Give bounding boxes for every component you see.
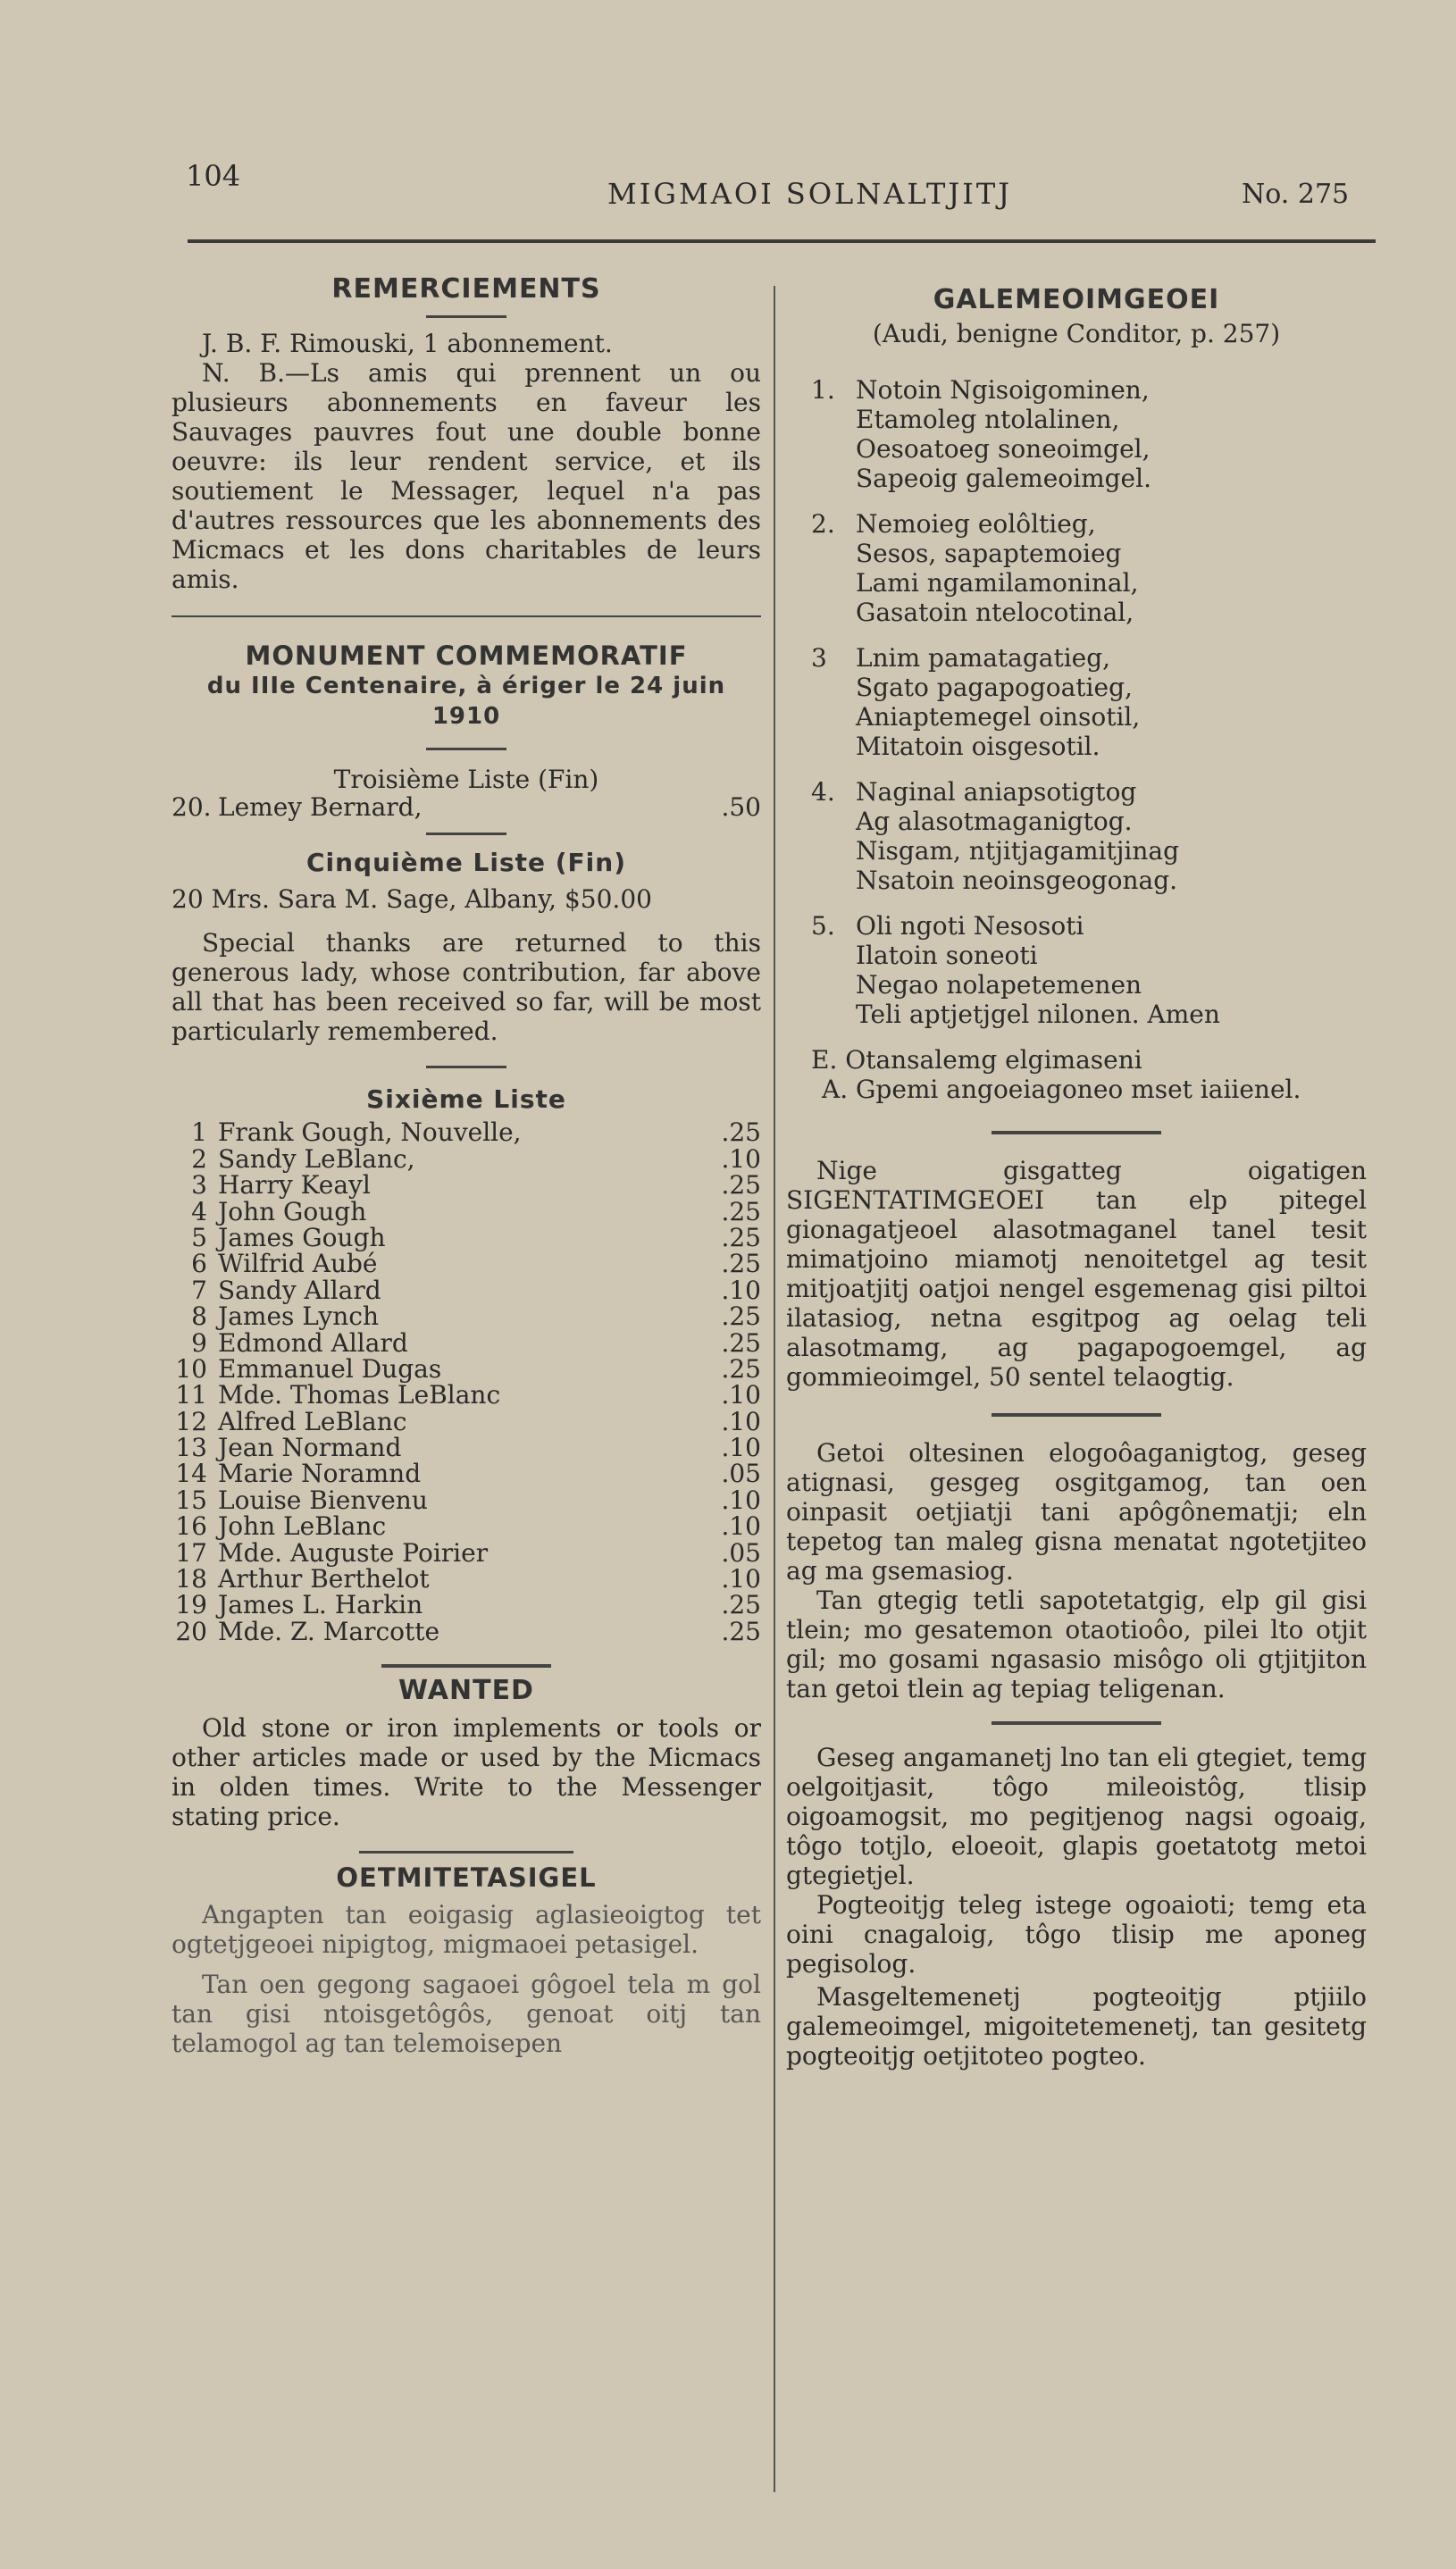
entry-name: Sandy LeBlanc, — [218, 1143, 415, 1174]
divider — [359, 1851, 573, 1854]
stanza-line: Sgato pagapogoatieg, — [856, 673, 1133, 702]
entry-number: 12 — [175, 1406, 207, 1436]
hymn-stanza — [811, 375, 1367, 493]
list-item — [172, 1406, 761, 1436]
hymn-stanza — [811, 509, 1367, 627]
response: A. Gpemi angoeiagoneo mset iaiienel. — [822, 1075, 1301, 1104]
thanks-paragraph: Special thanks are returned to this generous lady, whose contribution, far above all that has been received so far, will be most particularly remembered. — [172, 928, 761, 1047]
stanza-line: Lami ngamilamoninal, — [856, 568, 1139, 598]
subscription-line: J. B. F. Rimouski, 1 abonnement. — [202, 329, 613, 358]
versicle: E. Otansalemg elgimaseni — [811, 1045, 1142, 1075]
stanza-line: Ilatoin soneoti — [856, 941, 1038, 970]
stanza-line: Etamoleg ntolalinen, — [856, 405, 1120, 434]
stanza-line: Aniaptemegel oinsotil, — [856, 702, 1141, 732]
entry-name: Arthur Berthelot — [218, 1564, 430, 1594]
right-paragraph-4: Geseg angamanetj lno tan eli gtegiet, temg oelgoitjasit, tôgo mileoistôg, tlisip oigoamogsit, mo pegitjenog nagsi ogoaig, tôgo totjlo, eloeoit, glapis goetatotg metoi gtegietjel. — [786, 1743, 1367, 1890]
entry-number: 14 — [175, 1459, 207, 1489]
divider — [426, 1066, 506, 1068]
list-item — [172, 1459, 761, 1489]
divider — [426, 315, 506, 318]
stanza-line: Oli ngoti Nesosoti — [856, 911, 1084, 941]
list-item — [172, 1222, 761, 1252]
entry-name: Harry Keayl — [218, 1170, 371, 1201]
entry-amount: .10 — [721, 1275, 761, 1305]
entry-amount: .10 — [721, 1485, 761, 1515]
page-number: 104 — [186, 159, 241, 193]
entry-name: Marie Noramnd — [218, 1459, 422, 1489]
entry-name: Mde. Auguste Poirier — [218, 1537, 489, 1568]
list-item — [172, 1143, 761, 1174]
stanza-line: Naginal aniapsotigtog — [856, 777, 1137, 807]
entry-amount: .25 — [721, 1170, 761, 1201]
divider — [992, 1413, 1161, 1417]
list-item — [172, 1511, 761, 1542]
entry-name: Sandy Allard — [218, 1275, 381, 1305]
list-item — [172, 1382, 761, 1408]
entry-name: Wilfrid Aubé — [218, 1249, 378, 1279]
entry-amount: .25 — [721, 1327, 761, 1358]
entry-number: 20 — [175, 1616, 207, 1646]
left-column — [172, 268, 761, 2058]
entry-number: 11 — [175, 1380, 207, 1410]
monument-year: 1910 — [431, 703, 501, 730]
entry-amount: .25 — [721, 1117, 761, 1148]
entry-name: Alfred LeBlanc — [218, 1406, 407, 1436]
entry-amount: .25 — [721, 1196, 761, 1226]
right-paragraph-2: Getoi oltesinen elogoôaganigtog, geseg atignasi, gesgeg osgitgamog, tan oen oinpasit oetjiatji tani apôgônematji; eln tepetog tan maleg gisna menatat ngotetjiteo ag ma gsemasiog. — [786, 1438, 1367, 1586]
galemeoimgeoei-heading: GALEMEOIMGEOEI — [933, 284, 1220, 315]
list-item — [172, 1170, 761, 1201]
list-item — [172, 1327, 761, 1358]
list-item — [172, 1277, 761, 1303]
list-item — [172, 1537, 761, 1568]
list-item — [172, 1566, 761, 1592]
entry-name: Frank Gough, Nouvelle, — [218, 1117, 522, 1148]
right-column — [786, 268, 1367, 2071]
oetmitetasigel-heading: OETMITETASIGEL — [336, 1862, 597, 1894]
entry-number: 8 — [191, 1301, 207, 1332]
entry-number: 16 — [175, 1511, 207, 1542]
entry-number: 9 — [191, 1327, 207, 1358]
entry-number: 6 — [191, 1249, 207, 1279]
stanza-line: Sesos, sapaptemoieg — [856, 539, 1122, 568]
entry-amount: .10 — [721, 1511, 761, 1542]
stanza-line: Nemoieg eolôltieg, — [856, 509, 1096, 539]
entry-amount: .25 — [721, 1590, 761, 1620]
divider — [992, 1131, 1161, 1134]
entry-name: John Gough — [218, 1196, 367, 1226]
entry-amount: .25 — [721, 1249, 761, 1279]
entry-number: 17 — [175, 1537, 207, 1568]
oetmitetasigel-p2: Tan oen gegong sagaoei gôgoel tela m gol tan gisi ntoisgetôgôs, genoat oitj tan telamogol ag tan telemoisepen — [172, 1970, 761, 2059]
entry-name: Emmanuel Dugas — [218, 1353, 442, 1384]
entry-name: Mde. Z. Marcotte — [218, 1616, 440, 1646]
stanza-line: Ag alasotmaganigtog. — [856, 807, 1133, 836]
list-item — [172, 1196, 761, 1226]
entry-name: Edmond Allard — [218, 1327, 408, 1358]
monument-subheading: du IIIe Centenaire, à ériger le 24 juin — [206, 673, 726, 699]
stanza-line: Sapeoig galemeoimgel. — [856, 464, 1151, 493]
stanza-line: Oesoatoeg soneoimgel, — [856, 434, 1151, 464]
divider — [426, 748, 506, 750]
stanza-line: Negao nolapetemenen — [856, 970, 1142, 1000]
entry-amount: .10 — [721, 1380, 761, 1410]
list-item — [172, 1249, 761, 1279]
right-paragraph-1: Nige gisgatteg oigatigen SIGENTATIMGEOEI tan elp pitegel gionagatjeoel alasotmaganel tanel tesit mimatjoino miamotj nenoitetgel ag tesit mitjoatjitj oatjoi nengel esgemenag gisi piltoi ilatasiog, netna esgitpog ag oelag teli alasotmamg, ag pagapogoemgel, ag gommieoimgel, 50 sentel telaogtig. — [786, 1156, 1367, 1392]
column-divider — [774, 286, 775, 2492]
stanza-number: 1. — [811, 375, 835, 405]
issue-number: No. 275 — [1242, 179, 1350, 210]
entry-number: 7 — [191, 1275, 207, 1305]
stanza-line: Nisgam, ntjitjagamitjinag — [856, 836, 1180, 866]
hymn-stanza — [811, 911, 1367, 1029]
stanza-number: 3 — [811, 643, 827, 673]
list-item — [172, 1301, 761, 1332]
stanza-line: Teli aptjetjgel nilonen. Amen — [856, 1000, 1220, 1029]
entry-number: 19 — [175, 1590, 207, 1620]
entry-amount: .05 — [721, 1459, 761, 1489]
entry-number: 15 — [175, 1485, 207, 1515]
stanza-line: Lnim pamatagatieg, — [856, 643, 1111, 673]
entry-amount: .05 — [721, 1537, 761, 1568]
entry-number: 3 — [191, 1170, 207, 1201]
cinquieme-entry: 20 Mrs. Sara M. Sage, Albany, $50.00 — [172, 884, 652, 915]
wanted-text: Old stone or iron implements or tools or other articles made or used by the Micmacs in olden times. Write to the Messenger stating price. — [172, 1713, 761, 1832]
hymn-stanza — [811, 643, 1367, 761]
right-paragraph-6: Masgeltemenetj pogteoitjg ptjiilo galemeoimgel, migoitetemenetj, tan gesitetg pogteoitjg oetjitoteo pogteo. — [786, 1982, 1367, 2071]
entry-number: 4 — [191, 1196, 207, 1226]
entry-amount: .10 — [721, 1406, 761, 1436]
entry-amount: .25 — [721, 1301, 761, 1332]
list-item — [172, 1616, 761, 1646]
entry-amount: .10 — [721, 1564, 761, 1594]
entry-number: 1 — [191, 1117, 207, 1148]
troisieme-liste-title: Troisième Liste (Fin) — [333, 765, 599, 794]
stanza-number: 5. — [811, 911, 835, 941]
stanza-number: 4. — [811, 777, 835, 807]
hymn — [786, 375, 1367, 1029]
remerciements-heading: REMERCIEMENTS — [331, 273, 601, 305]
list-item — [172, 1433, 761, 1463]
oetmitetasigel-p1: Angapten tan eoigasig aglasieoigtog tet ogtetjgeoei nipigtog, migmaoei petasigel. — [172, 1900, 761, 1960]
entry-amount: .10 — [721, 1433, 761, 1463]
wanted-heading: WANTED — [398, 1675, 534, 1707]
sixieme-liste-title: Sixième Liste — [366, 1084, 566, 1115]
sixieme-list — [172, 1119, 761, 1644]
entry-number: 10 — [175, 1353, 207, 1384]
list-item — [172, 1353, 761, 1384]
remerciements-paragraph: N. B.—Ls amis qui prennent un ou plusieurs abonnements en faveur les Sauvages pauvres fout une double bonne oeuvre: ils leur rendent service, et ils soutiement le Messager, lequel n'a pas d'autres ressources que les abonnements des Micmacs et les dons charitables de leurs amis. — [172, 358, 761, 594]
entry-number: 13 — [175, 1433, 207, 1463]
stanza-line: Notoin Ngisoigominen, — [856, 375, 1150, 405]
entry-name: Louise Bienvenu — [218, 1485, 428, 1515]
header-rule — [188, 239, 1376, 243]
list-item — [172, 1592, 761, 1618]
troisieme-entry: 20. Lemey Bernard, .50 — [172, 792, 761, 822]
entry-amount: .25 — [721, 1353, 761, 1384]
divider — [381, 1664, 551, 1668]
monument-heading: MONUMENT COMMEMORATIF — [245, 640, 688, 671]
publication-title: MIGMAOI SOLNALTJITJ — [607, 177, 1013, 211]
entry-amount: .25 — [721, 1616, 761, 1646]
hymn-stanza — [811, 777, 1367, 895]
entry-number: 2 — [191, 1143, 207, 1174]
entry-name: Jean Normand — [218, 1433, 402, 1463]
entry-name: James L. Harkin — [218, 1590, 423, 1620]
stanza-number: 2. — [811, 509, 835, 539]
stanza-line: Nsatoin neoinsgeogonag. — [856, 866, 1178, 895]
entry-name: Mde. Thomas LeBlanc — [218, 1380, 501, 1410]
entry-name: James Lynch — [218, 1301, 379, 1332]
entry-amount: .25 — [721, 1222, 761, 1252]
divider — [992, 1721, 1161, 1725]
right-paragraph-5: Pogteoitjg teleg istege ogoaioti; temg eta oini cnagaloig, tôgo tlisip me aponeg pegisolog. — [786, 1890, 1367, 1979]
entry-name: James Gough — [218, 1222, 386, 1252]
hymn-subtitle: (Audi, benigne Conditor, p. 257) — [872, 319, 1281, 348]
stanza-line: Mitatoin oisgesotil. — [856, 732, 1100, 761]
section-rule — [172, 615, 761, 617]
right-paragraph-3: Tan gtegig tetli sapotetatgig, elp gil gisi tlein; mo gesatemon otaotioôo, pilei lto otjit gil; mo gosami ngasasio misôgo oli gtjitjiton tan getoi tlein ag tepiag teligenan. — [786, 1586, 1367, 1703]
cinquieme-liste-title: Cinquième Liste (Fin) — [305, 848, 627, 878]
stanza-line: Gasatoin ntelocotinal, — [856, 598, 1134, 627]
entry-amount: .10 — [721, 1143, 761, 1174]
entry-number: 5 — [191, 1222, 207, 1252]
entry-name: John LeBlanc — [218, 1511, 387, 1542]
list-item — [172, 1487, 761, 1513]
list-item — [172, 1117, 761, 1148]
divider — [426, 833, 506, 835]
entry-number: 18 — [175, 1564, 207, 1594]
